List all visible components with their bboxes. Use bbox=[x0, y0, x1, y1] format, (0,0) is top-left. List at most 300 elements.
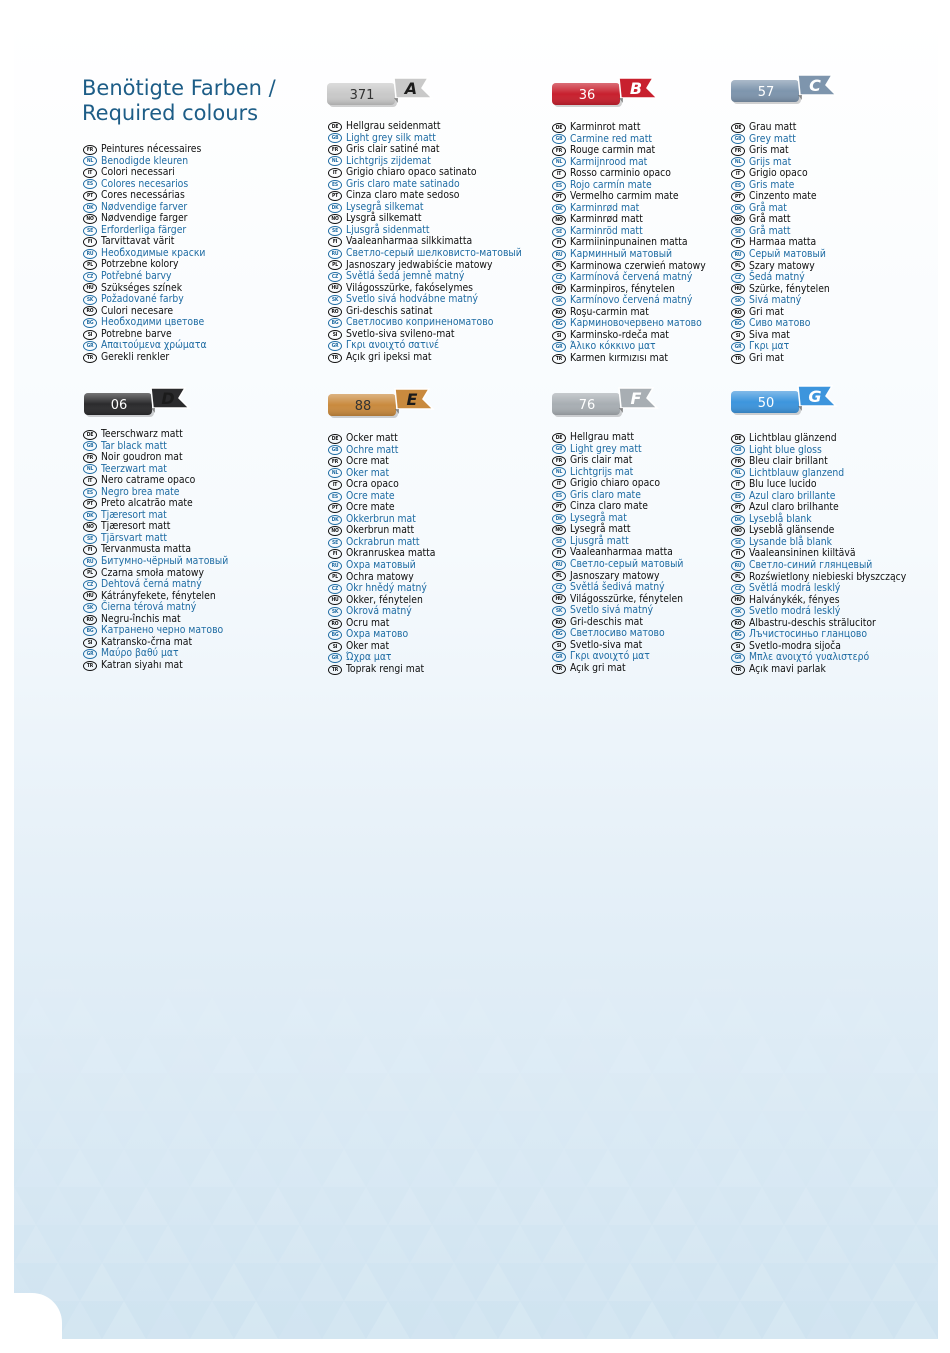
colour-name-text: Nero catrame opaco bbox=[101, 474, 196, 487]
language-code-badge: ES bbox=[552, 181, 566, 191]
colour-name-text: Czarna smoła matowy bbox=[101, 566, 204, 579]
colour-name-text: Bleu clair brillant bbox=[749, 455, 828, 468]
colour-name-text: Hellgrau matt bbox=[570, 431, 634, 443]
background-triangle bbox=[718, 997, 762, 1035]
background-triangle bbox=[454, 1073, 498, 1111]
background-triangle bbox=[762, 1149, 806, 1187]
background-triangle bbox=[410, 1073, 454, 1111]
colour-name-text: Karminrød mat bbox=[570, 201, 640, 214]
language-code-badge: SE bbox=[731, 538, 745, 548]
colour-name-text: Grå matt bbox=[749, 213, 791, 226]
language-code-badge: PL bbox=[731, 261, 745, 271]
background-triangle bbox=[894, 1301, 938, 1339]
background-triangle bbox=[58, 1073, 102, 1111]
colour-name-text: Açık gri mat bbox=[570, 661, 626, 674]
background-triangle bbox=[14, 1111, 36, 1149]
language-code-badge: HU bbox=[328, 595, 342, 605]
background-triangle bbox=[14, 1035, 36, 1073]
colour-name-text: Tjæresort mat bbox=[101, 508, 167, 521]
colour-swatch-d bbox=[83, 386, 195, 420]
colour-name-list-b bbox=[552, 122, 706, 364]
background-triangle bbox=[762, 997, 806, 1035]
colour-name-text: Gris claro mate satinado bbox=[346, 177, 460, 190]
list-item bbox=[83, 294, 207, 306]
colour-name-text: Γκρι ματ bbox=[749, 340, 790, 353]
list-item bbox=[83, 452, 228, 464]
background-triangle bbox=[102, 1225, 146, 1263]
language-code-badge: CZ bbox=[83, 580, 97, 590]
language-code-badge: FI bbox=[328, 237, 342, 247]
language-code-badge: IT bbox=[328, 480, 342, 490]
colour-name-text: Cinza claro mate sedoso bbox=[346, 189, 460, 202]
background-triangle bbox=[124, 1035, 168, 1073]
list-item bbox=[328, 664, 435, 676]
list-item bbox=[552, 272, 706, 284]
list-item bbox=[328, 271, 522, 283]
colour-name-text: Ockrabrun matt bbox=[346, 535, 420, 548]
background-triangle bbox=[366, 997, 410, 1035]
language-code-badge: CZ bbox=[731, 273, 745, 283]
colour-name-text: Vaaleanharmaa silkkimatta bbox=[346, 235, 473, 248]
list-item bbox=[731, 583, 906, 595]
language-code-badge: SI bbox=[83, 638, 97, 648]
language-code-badge: PL bbox=[552, 261, 566, 271]
colour-name-text: Ocre mate bbox=[346, 501, 395, 514]
background-triangle bbox=[894, 1149, 938, 1187]
background-triangle bbox=[762, 1073, 806, 1111]
language-code-badge: SK bbox=[328, 607, 342, 617]
list-item bbox=[328, 167, 522, 179]
language-code-badge: FI bbox=[328, 549, 342, 559]
background-triangle bbox=[190, 1149, 234, 1187]
language-code-badge: PL bbox=[328, 572, 342, 582]
language-code-badge: RO bbox=[731, 619, 745, 629]
language-code-badge: CZ bbox=[328, 584, 342, 594]
language-code-badge: SK bbox=[552, 606, 566, 616]
colour-name-text: Μπλε ανοιχτό γυαλιστερό bbox=[749, 651, 870, 664]
colour-name-text: Benodigde kleuren bbox=[101, 154, 189, 167]
language-code-badge: FR bbox=[83, 453, 97, 463]
language-code-badge: RU bbox=[328, 249, 342, 259]
background-triangle bbox=[36, 1111, 80, 1149]
colour-name-text: Azul claro brilhante bbox=[749, 501, 839, 514]
colour-name-text: Oker mat bbox=[346, 639, 390, 652]
language-code-badge: PL bbox=[731, 572, 745, 582]
background-triangle bbox=[124, 1187, 168, 1225]
background-triangle bbox=[542, 1073, 586, 1111]
colour-name-text: Grey matt bbox=[749, 132, 796, 145]
colour-name-text: Карминный матовый bbox=[570, 248, 673, 261]
language-code-badge: BG bbox=[552, 629, 566, 639]
background-triangle bbox=[718, 1073, 762, 1111]
language-code-badge: PL bbox=[83, 260, 97, 270]
list-item bbox=[328, 433, 435, 445]
language-code-badge: ES bbox=[731, 492, 745, 502]
colour-name-text: Grau matt bbox=[749, 121, 797, 133]
language-code-badge: RO bbox=[552, 308, 566, 318]
background-triangle bbox=[850, 1149, 894, 1187]
list-item bbox=[552, 455, 683, 467]
background-triangle bbox=[344, 1111, 388, 1149]
colour-letter: A bbox=[404, 79, 418, 98]
colour-name-text: Vaaleansininen kiiltävä bbox=[749, 547, 856, 560]
triangle-background-pattern bbox=[14, 979, 938, 1339]
language-code-badge: SI bbox=[552, 331, 566, 341]
language-code-badge: DE bbox=[552, 123, 566, 133]
background-triangle bbox=[168, 1187, 212, 1225]
colour-name-text: Karmiininpunainen matta bbox=[570, 236, 688, 249]
colour-name-text: Karmen kırmızısı mat bbox=[570, 351, 669, 364]
list-item bbox=[552, 582, 683, 594]
background-triangle bbox=[564, 1263, 608, 1301]
colour-letter: C bbox=[809, 76, 821, 95]
language-code-badge: SI bbox=[328, 642, 342, 652]
colour-name-text: Tjärsvart matt bbox=[101, 531, 168, 544]
background-triangle bbox=[806, 1149, 850, 1187]
colour-name-text: Lysande blå blank bbox=[749, 535, 833, 548]
language-code-badge: TR bbox=[731, 354, 745, 364]
colour-name-text: Preto alcatrão mate bbox=[101, 497, 193, 510]
language-code-badge: SK bbox=[552, 296, 566, 306]
list-item bbox=[83, 579, 228, 591]
background-triangle bbox=[564, 1187, 608, 1225]
colour-name-text: Light grey matt bbox=[570, 442, 642, 455]
background-triangle bbox=[190, 1073, 234, 1111]
background-triangle bbox=[80, 979, 124, 997]
language-code-badge: NO bbox=[731, 526, 745, 536]
background-triangle bbox=[828, 1187, 872, 1225]
background-triangle bbox=[322, 997, 366, 1035]
page-title-line-2: Required colours bbox=[82, 101, 259, 125]
colour-name-text: Лъчистосиньо гланцово bbox=[749, 628, 868, 641]
language-code-badge: DK bbox=[552, 204, 566, 214]
background-triangle bbox=[80, 1263, 124, 1301]
colour-letter: B bbox=[629, 79, 643, 98]
colour-name-text: Ljusgrå sidenmatt bbox=[346, 223, 430, 236]
language-code-badge: RO bbox=[83, 615, 97, 625]
background-triangle bbox=[850, 997, 894, 1035]
language-code-badge: TR bbox=[83, 353, 97, 363]
colour-name-text: Carmine red matt bbox=[570, 132, 652, 145]
colour-name-text: Светло-серый матовый bbox=[570, 558, 684, 571]
colour-name-text: Toprak rengi mat bbox=[346, 662, 425, 675]
language-code-badge: SE bbox=[83, 534, 97, 544]
language-code-badge: GR bbox=[552, 652, 566, 662]
language-code-badge: FI bbox=[83, 237, 97, 247]
background-triangle bbox=[410, 1149, 454, 1187]
background-triangle bbox=[894, 1073, 938, 1111]
colour-name-text: Άλικο κόκκινο ματ bbox=[570, 340, 656, 353]
language-code-badge: SE bbox=[552, 227, 566, 237]
background-triangle bbox=[542, 1149, 586, 1187]
colour-name-text: Μαύρο βαθύ ματ bbox=[101, 647, 179, 660]
colour-name-text: Svetlo-siva svileno-mat bbox=[346, 327, 455, 340]
language-code-badge: SE bbox=[83, 226, 97, 236]
colour-name-text: Light grey silk matt bbox=[346, 131, 436, 144]
colour-name-text: Okrová matný bbox=[346, 605, 412, 618]
background-triangle bbox=[366, 1073, 410, 1111]
colour-name-text: Világosszürke, fakóselymes bbox=[346, 281, 473, 294]
background-triangle bbox=[916, 1111, 938, 1149]
language-code-badge: FR bbox=[731, 457, 745, 467]
list-item bbox=[731, 272, 830, 284]
background-triangle bbox=[322, 1073, 366, 1111]
background-triangle bbox=[784, 979, 828, 997]
colour-name-text: Potřebné barvy bbox=[101, 270, 172, 283]
background-triangle bbox=[608, 1111, 652, 1149]
language-code-badge: PT bbox=[328, 191, 342, 201]
background-triangle bbox=[498, 1301, 542, 1339]
colour-name-text: Rojo carmín mate bbox=[570, 178, 652, 191]
language-code-badge: DE bbox=[552, 433, 566, 443]
background-triangle bbox=[696, 1035, 740, 1073]
background-triangle bbox=[586, 997, 630, 1035]
language-code-badge: CZ bbox=[83, 272, 97, 282]
background-triangle bbox=[278, 997, 322, 1035]
colour-name-text: Potrzebne kolory bbox=[101, 258, 179, 271]
language-code-badge: PL bbox=[83, 568, 97, 578]
background-triangle bbox=[14, 1073, 58, 1111]
language-code-badge: HU bbox=[328, 283, 342, 293]
background-triangle bbox=[454, 997, 498, 1035]
background-triangle bbox=[146, 997, 190, 1035]
list-item bbox=[552, 432, 683, 444]
background-triangle bbox=[608, 1187, 652, 1225]
language-code-badge: NL bbox=[328, 156, 342, 166]
language-code-badge: SK bbox=[731, 296, 745, 306]
language-code-badge: FR bbox=[552, 456, 566, 466]
colour-name-text: Požadované farby bbox=[101, 293, 184, 306]
background-triangle bbox=[630, 997, 674, 1035]
background-triangle bbox=[190, 1301, 234, 1339]
colour-name-text: Nødvendige farver bbox=[101, 200, 188, 213]
background-triangle bbox=[498, 1225, 542, 1263]
language-code-badge: DK bbox=[328, 203, 342, 213]
list-item bbox=[552, 663, 683, 675]
list-item bbox=[731, 122, 830, 134]
background-triangle bbox=[652, 979, 696, 997]
colour-name-text: Rozświetlony niebieski błyszczący bbox=[749, 570, 907, 583]
colour-name-text: Katran siyahı mat bbox=[101, 658, 183, 671]
list-item bbox=[83, 190, 207, 202]
language-code-badge: NL bbox=[731, 468, 745, 478]
language-code-badge: ES bbox=[731, 181, 745, 191]
language-code-badge: TR bbox=[552, 354, 566, 364]
colour-name-text: Lysegrå mat bbox=[570, 511, 627, 524]
language-code-badge: SE bbox=[328, 226, 342, 236]
language-code-badge: GB bbox=[731, 134, 745, 144]
language-code-badge: SK bbox=[83, 295, 97, 305]
language-code-badge: GB bbox=[328, 445, 342, 455]
colour-letter: G bbox=[808, 387, 822, 406]
background-triangle bbox=[300, 1263, 344, 1301]
language-code-badge: DE bbox=[328, 122, 342, 132]
background-triangle bbox=[36, 1035, 80, 1073]
language-code-badge: FR bbox=[731, 146, 745, 156]
colour-name-text: Karminröd matt bbox=[570, 224, 643, 237]
background-triangle bbox=[872, 1187, 916, 1225]
colour-name-text: Grigio chiaro opaco bbox=[570, 477, 661, 490]
background-triangle bbox=[146, 1073, 190, 1111]
language-code-badge: NL bbox=[552, 157, 566, 167]
background-triangle bbox=[58, 1149, 102, 1187]
colour-name-text: Peintures nécessaires bbox=[101, 143, 202, 155]
language-code-badge: SE bbox=[552, 537, 566, 547]
background-triangle bbox=[410, 1225, 454, 1263]
language-code-badge: TR bbox=[328, 353, 342, 363]
colour-name-text: Szary matowy bbox=[749, 259, 815, 272]
colour-name-text: Tar black matt bbox=[101, 439, 167, 452]
background-triangle bbox=[740, 979, 784, 997]
colour-letter: E bbox=[406, 390, 418, 409]
background-triangle bbox=[300, 979, 344, 997]
background-triangle bbox=[630, 1073, 674, 1111]
language-code-badge: PL bbox=[328, 260, 342, 270]
language-code-badge: DK bbox=[731, 515, 745, 525]
background-triangle bbox=[520, 1187, 564, 1225]
background-triangle bbox=[278, 1225, 322, 1263]
background-triangle bbox=[256, 1111, 300, 1149]
language-code-badge: HU bbox=[552, 284, 566, 294]
colour-name-text: Azul claro brillante bbox=[749, 489, 836, 502]
background-triangle bbox=[762, 1301, 806, 1339]
colour-name-text: Gri mat bbox=[749, 305, 784, 318]
language-code-badge: RU bbox=[552, 560, 566, 570]
colour-name-text: Grigio opaco bbox=[749, 167, 808, 180]
colour-name-text: Gri-deschis satinat bbox=[346, 304, 433, 317]
background-triangle bbox=[278, 1149, 322, 1187]
background-triangle bbox=[212, 1187, 256, 1225]
background-triangle bbox=[608, 979, 652, 997]
language-code-badge: GR bbox=[83, 341, 97, 351]
background-triangle bbox=[542, 997, 586, 1035]
colour-name-text: Tarvittavat värit bbox=[101, 235, 175, 248]
background-triangle bbox=[432, 1263, 476, 1301]
background-triangle bbox=[322, 1225, 366, 1263]
list-item bbox=[552, 122, 706, 134]
colour-name-text: Grigio chiaro opaco satinato bbox=[346, 166, 477, 179]
colour-name-text: Светло-серый шелковисто-матовый bbox=[346, 247, 522, 260]
colour-name-text: Ochra matowy bbox=[346, 570, 414, 583]
list-item bbox=[83, 429, 228, 441]
colour-name-text: Okker, fénytelen bbox=[346, 593, 423, 606]
background-triangle bbox=[212, 1263, 256, 1301]
colour-name-text: Светлосиво матово bbox=[570, 627, 665, 640]
language-code-badge: NL bbox=[328, 468, 342, 478]
list-item bbox=[552, 478, 683, 490]
language-code-badge: PL bbox=[552, 571, 566, 581]
background-triangle bbox=[454, 1225, 498, 1263]
background-triangle bbox=[740, 1035, 784, 1073]
background-triangle bbox=[806, 1301, 850, 1339]
background-triangle bbox=[80, 1187, 124, 1225]
background-triangle bbox=[652, 1035, 696, 1073]
list-item bbox=[83, 271, 207, 283]
background-triangle bbox=[674, 997, 718, 1035]
language-code-badge: SI bbox=[731, 331, 745, 341]
list-item bbox=[83, 660, 228, 672]
background-triangle bbox=[850, 1301, 894, 1339]
background-triangle bbox=[36, 1187, 80, 1225]
background-triangle bbox=[388, 1035, 432, 1073]
colour-name-text: Halványkék, fényes bbox=[749, 593, 840, 606]
colour-swatch-a bbox=[326, 76, 438, 110]
language-code-badge: BG bbox=[328, 318, 342, 328]
background-triangle bbox=[784, 1111, 828, 1149]
background-triangle bbox=[718, 1225, 762, 1263]
language-code-badge: RU bbox=[731, 561, 745, 571]
language-code-badge: ES bbox=[83, 488, 97, 498]
colour-name-text: Gerekli renkler bbox=[101, 350, 170, 363]
background-triangle bbox=[146, 1225, 190, 1263]
background-triangle bbox=[498, 1073, 542, 1111]
colour-name-text: Ocker matt bbox=[346, 432, 398, 444]
background-triangle bbox=[322, 1149, 366, 1187]
background-triangle bbox=[432, 1111, 476, 1149]
colour-name-text: Karminsko-rdeča mat bbox=[570, 328, 669, 341]
background-triangle bbox=[828, 979, 872, 997]
colour-name-text: Jasnoszary jedwabiście matowy bbox=[346, 258, 493, 271]
background-triangle bbox=[784, 1035, 828, 1073]
background-triangle bbox=[520, 1263, 564, 1301]
language-code-badge: RU bbox=[731, 250, 745, 260]
background-triangle bbox=[586, 1225, 630, 1263]
colour-name-text: Albastru-deschis strălucitor bbox=[749, 616, 876, 629]
colour-name-text: Lichtgrijs mat bbox=[570, 465, 634, 478]
background-triangle bbox=[520, 1035, 564, 1073]
language-code-badge: FR bbox=[328, 145, 342, 155]
background-triangle bbox=[630, 1225, 674, 1263]
background-triangle bbox=[476, 1263, 520, 1301]
list-item bbox=[731, 353, 830, 365]
background-triangle bbox=[366, 1149, 410, 1187]
language-code-badge: IT bbox=[552, 479, 566, 489]
background-triangle bbox=[762, 1225, 806, 1263]
background-triangle bbox=[58, 1225, 102, 1263]
colour-name-text: Светлосиво коприненоматово bbox=[346, 316, 494, 329]
colour-name-list-g bbox=[731, 433, 906, 675]
colour-name-text: Harmaa matta bbox=[749, 236, 817, 249]
colour-name-text: Grå matt bbox=[749, 224, 791, 237]
colour-name-text: Karminowa czerwień matowy bbox=[570, 259, 706, 272]
colour-name-text: Светло-синий глянцевый bbox=[749, 559, 873, 572]
colour-name-text: Okkerbrun mat bbox=[346, 512, 416, 525]
background-triangle bbox=[608, 1035, 652, 1073]
background-triangle bbox=[256, 1187, 300, 1225]
background-triangle bbox=[872, 1111, 916, 1149]
colour-swatch-b bbox=[551, 76, 663, 110]
background-triangle bbox=[784, 1263, 828, 1301]
background-triangle bbox=[630, 1149, 674, 1187]
language-code-badge: TR bbox=[731, 665, 745, 675]
background-triangle bbox=[388, 1111, 432, 1149]
language-code-badge: FR bbox=[328, 457, 342, 467]
colour-letter: D bbox=[161, 389, 175, 408]
language-code-badge: ES bbox=[552, 491, 566, 501]
list-item bbox=[83, 352, 207, 364]
colour-name-text: Nødvendige farger bbox=[101, 212, 188, 225]
background-triangle bbox=[432, 979, 476, 997]
background-triangle bbox=[234, 1225, 278, 1263]
language-code-badge: SI bbox=[731, 642, 745, 652]
colour-name-text: Karmínovo červená matný bbox=[570, 294, 693, 307]
language-code-badge: NO bbox=[328, 214, 342, 224]
background-triangle bbox=[410, 1301, 454, 1339]
background-triangle bbox=[916, 1263, 938, 1301]
colour-name-text: Ocru mat bbox=[346, 616, 390, 629]
background-triangle bbox=[476, 979, 520, 997]
colour-name-text: Карминовочервено матово bbox=[570, 317, 702, 330]
